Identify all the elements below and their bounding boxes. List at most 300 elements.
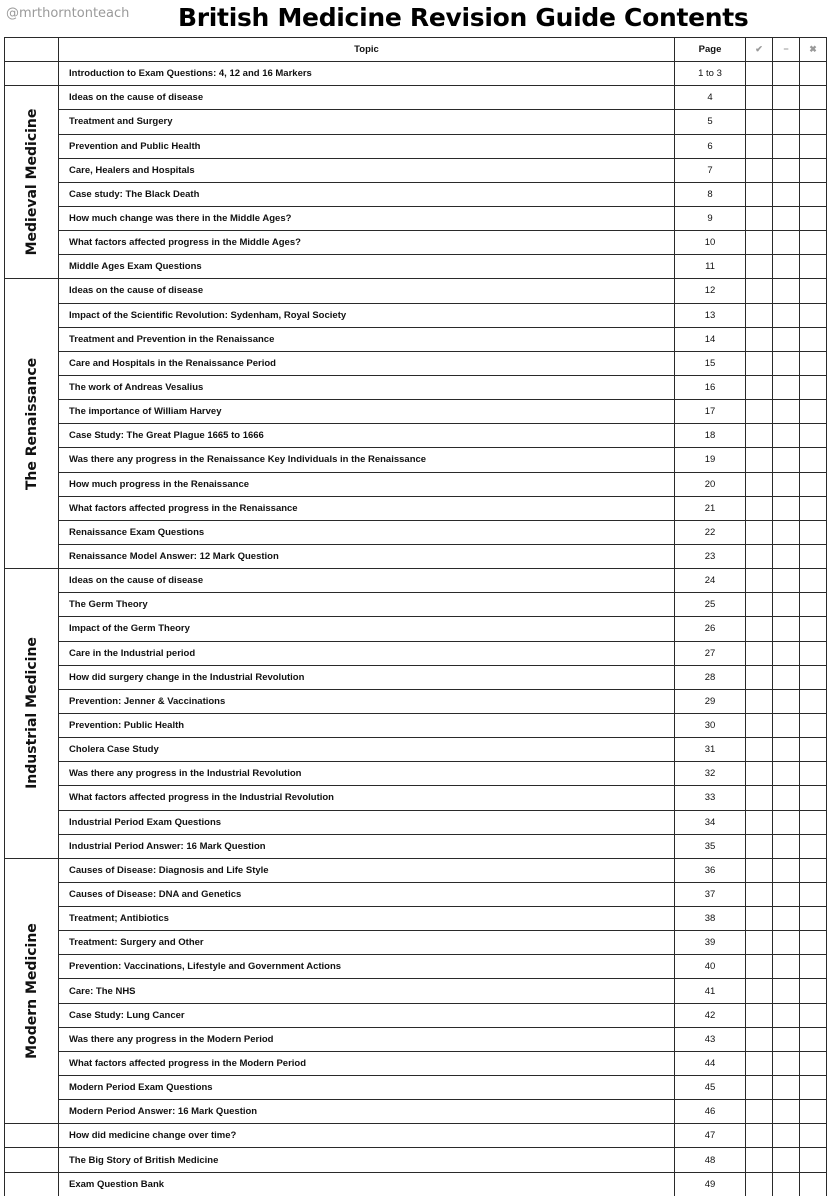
period-section-label-cell — [5, 86, 59, 279]
table-row — [5, 665, 827, 689]
table-row — [5, 1100, 827, 1124]
table-row — [5, 158, 827, 182]
topic-cell: How did surgery change in the Industrial Revolution — [59, 665, 675, 689]
dash-checkbox-cell[interactable] — [773, 424, 800, 448]
dash-checkbox-cell[interactable] — [773, 1172, 800, 1196]
tick-checkbox-cell[interactable] — [746, 351, 773, 375]
page-cell: 26 — [675, 617, 746, 641]
table-row — [5, 1051, 827, 1075]
cross-checkbox-cell[interactable] — [800, 1027, 827, 1051]
tick-checkbox-cell[interactable] — [746, 593, 773, 617]
page-cell: 36 — [675, 858, 746, 882]
dash-checkbox-cell[interactable] — [773, 955, 800, 979]
cross-checkbox-cell[interactable] — [800, 834, 827, 858]
table-row — [5, 110, 827, 134]
page-cell: 41 — [675, 979, 746, 1003]
table-row — [5, 496, 827, 520]
page-cell: 37 — [675, 882, 746, 906]
tick-checkbox-cell[interactable] — [746, 1051, 773, 1075]
topic-cell: The work of Andreas Vesalius — [59, 375, 675, 399]
tick-checkbox-cell[interactable] — [746, 134, 773, 158]
tick-checkbox-cell[interactable] — [746, 303, 773, 327]
table-row — [5, 134, 827, 158]
cross-checkbox-cell[interactable] — [800, 134, 827, 158]
cross-checkbox-cell[interactable] — [800, 907, 827, 931]
tick-checkbox-cell[interactable] — [746, 810, 773, 834]
tick-checkbox-cell[interactable] — [746, 375, 773, 399]
tick-checkbox-cell[interactable] — [746, 1100, 773, 1124]
tick-checkbox-cell[interactable] — [746, 400, 773, 424]
topic-cell: Ideas on the cause of disease — [59, 279, 675, 303]
topic-cell: Case Study: The Great Plague 1665 to 1666 — [59, 424, 675, 448]
dash-checkbox-cell[interactable] — [773, 231, 800, 255]
dash-checkbox-cell[interactable] — [773, 1124, 800, 1148]
cross-checkbox-cell[interactable] — [800, 1003, 827, 1027]
dash-checkbox-cell[interactable] — [773, 931, 800, 955]
dash-checkbox-cell[interactable] — [773, 496, 800, 520]
topic-cell: Prevention: Public Health — [59, 713, 675, 737]
page-cell: 12 — [675, 279, 746, 303]
topic-cell: Care and Hospitals in the Renaissance Period — [59, 351, 675, 375]
page-cell: 1 to 3 — [675, 62, 746, 86]
tick-checkbox-cell[interactable] — [746, 1076, 773, 1100]
dash-checkbox-cell[interactable] — [773, 1027, 800, 1051]
dash-checkbox-cell[interactable] — [773, 520, 800, 544]
cross-checkbox-cell[interactable] — [800, 979, 827, 1003]
page-cell: 30 — [675, 713, 746, 737]
dash-checkbox-cell[interactable] — [773, 979, 800, 1003]
period-section-label-cell — [5, 279, 59, 569]
topic-cell: Prevention: Vaccinations, Lifestyle and Government Actions — [59, 955, 675, 979]
cross-checkbox-cell[interactable] — [800, 762, 827, 786]
tick-checkbox-cell[interactable] — [746, 641, 773, 665]
dash-checkbox-cell[interactable] — [773, 834, 800, 858]
page-cell: 21 — [675, 496, 746, 520]
table-row — [5, 62, 827, 86]
page-cell: 27 — [675, 641, 746, 665]
table-row — [5, 279, 827, 303]
topic-cell: Care: The NHS — [59, 979, 675, 1003]
dash-checkbox-cell[interactable] — [773, 1003, 800, 1027]
dash-icon: − — [783, 44, 789, 55]
cross-checkbox-cell[interactable] — [800, 303, 827, 327]
topic-cell: The importance of William Harvey — [59, 400, 675, 424]
table-row — [5, 400, 827, 424]
topic-cell: Renaissance Exam Questions — [59, 520, 675, 544]
topic-cell: The Germ Theory — [59, 593, 675, 617]
dash-checkbox-cell[interactable] — [773, 544, 800, 568]
page-cell: 29 — [675, 689, 746, 713]
topic-cell: Prevention: Jenner & Vaccinations — [59, 689, 675, 713]
page-cell: 8 — [675, 182, 746, 206]
dash-checkbox-cell[interactable] — [773, 810, 800, 834]
topic-cell: Middle Ages Exam Questions — [59, 255, 675, 279]
period-cell — [5, 1148, 59, 1172]
page-cell: 9 — [675, 206, 746, 230]
tick-checkbox-cell[interactable] — [746, 569, 773, 593]
cross-checkbox-cell[interactable] — [800, 617, 827, 641]
cross-checkbox-cell[interactable] — [800, 1051, 827, 1075]
period-header — [5, 38, 59, 62]
cross-checkbox-cell[interactable] — [800, 62, 827, 86]
dash-checkbox-cell[interactable] — [773, 351, 800, 375]
page-cell: 35 — [675, 834, 746, 858]
period-label: The Renaissance — [23, 357, 40, 490]
cross-checkbox-cell[interactable] — [800, 1172, 827, 1196]
table-row — [5, 1027, 827, 1051]
cross-checkbox-cell[interactable] — [800, 1076, 827, 1100]
dash-checkbox-cell[interactable] — [773, 762, 800, 786]
table-row — [5, 641, 827, 665]
table-row — [5, 931, 827, 955]
page-cell: 25 — [675, 593, 746, 617]
cross-checkbox-cell[interactable] — [800, 1124, 827, 1148]
page-cell: 18 — [675, 424, 746, 448]
tick-checkbox-cell[interactable] — [746, 86, 773, 110]
topic-cell: Introduction to Exam Questions: 4, 12 and 16 Markers — [59, 62, 675, 86]
table-row — [5, 569, 827, 593]
dash-checkbox-cell[interactable] — [773, 786, 800, 810]
dash-checkbox-cell[interactable] — [773, 713, 800, 737]
page-cell: 6 — [675, 134, 746, 158]
tick-checkbox-cell[interactable] — [746, 713, 773, 737]
table-row — [5, 882, 827, 906]
topic-cell: Causes of Disease: DNA and Genetics — [59, 882, 675, 906]
cross-checkbox-cell[interactable] — [800, 231, 827, 255]
table-row — [5, 810, 827, 834]
table-row — [5, 520, 827, 544]
cross-checkbox-cell[interactable] — [800, 1148, 827, 1172]
table-row — [5, 979, 827, 1003]
cross-checkbox-cell[interactable] — [800, 448, 827, 472]
page-cell: 7 — [675, 158, 746, 182]
table-row — [5, 762, 827, 786]
cross-checkbox-cell[interactable] — [800, 689, 827, 713]
page-cell: 39 — [675, 931, 746, 955]
cross-checkbox-cell[interactable] — [800, 810, 827, 834]
cross-checkbox-cell[interactable] — [800, 593, 827, 617]
topic-cell: Care in the Industrial period — [59, 641, 675, 665]
page-header: Page — [675, 38, 746, 62]
dash-checkbox-cell[interactable] — [773, 617, 800, 641]
tick-checkbox-cell[interactable] — [746, 1124, 773, 1148]
period-label: Modern Medicine — [23, 923, 40, 1059]
dash-checkbox-cell[interactable] — [773, 279, 800, 303]
tick-checkbox-cell[interactable] — [746, 62, 773, 86]
dash-checkbox-cell[interactable] — [773, 569, 800, 593]
dash-checkbox-cell[interactable] — [773, 206, 800, 230]
page-cell: 46 — [675, 1100, 746, 1124]
page-cell: 49 — [675, 1172, 746, 1196]
page-cell: 24 — [675, 569, 746, 593]
cross-checkbox-cell[interactable] — [800, 882, 827, 906]
dash-checkbox-cell[interactable] — [773, 472, 800, 496]
cross-checkbox-cell[interactable] — [800, 955, 827, 979]
table-row — [5, 448, 827, 472]
table-row — [5, 303, 827, 327]
table-row — [5, 86, 827, 110]
period-label: Medieval Medicine — [23, 108, 40, 256]
topic-cell: Renaissance Model Answer: 12 Mark Question — [59, 544, 675, 568]
period-label: Industrial Medicine — [23, 637, 40, 790]
tick-checkbox-cell[interactable] — [746, 544, 773, 568]
table-row — [5, 617, 827, 641]
topic-cell: Was there any progress in the Renaissance Key Individuals in the Renaissance — [59, 448, 675, 472]
topic-cell: Modern Period Exam Questions — [59, 1076, 675, 1100]
page-cell: 11 — [675, 255, 746, 279]
page-cell: 47 — [675, 1124, 746, 1148]
cross-checkbox-cell[interactable] — [800, 206, 827, 230]
dash-checkbox-cell[interactable] — [773, 303, 800, 327]
tick-checkbox-cell[interactable] — [746, 762, 773, 786]
tick-checkbox-cell[interactable] — [746, 1003, 773, 1027]
tick-checkbox-cell[interactable] — [746, 907, 773, 931]
topic-cell: How much progress in the Renaissance — [59, 472, 675, 496]
topic-cell: What factors affected progress in the Middle Ages? — [59, 231, 675, 255]
table-row — [5, 738, 827, 762]
cross-checkbox-cell[interactable] — [800, 182, 827, 206]
tick-checkbox-cell[interactable] — [746, 1148, 773, 1172]
tick-checkbox-cell[interactable] — [746, 424, 773, 448]
tick-checkbox-cell[interactable] — [746, 786, 773, 810]
page-cell: 31 — [675, 738, 746, 762]
cross-checkbox-cell[interactable] — [800, 931, 827, 955]
table-row — [5, 231, 827, 255]
period-section-label-cell — [5, 569, 59, 859]
tick-checkbox-cell[interactable] — [746, 689, 773, 713]
page-cell: 34 — [675, 810, 746, 834]
table-row — [5, 327, 827, 351]
page-cell: 22 — [675, 520, 746, 544]
tick-checkbox-cell[interactable] — [746, 206, 773, 230]
cross-checkbox-cell[interactable] — [800, 1100, 827, 1124]
page-cell: 38 — [675, 907, 746, 931]
tick-checkbox-cell[interactable] — [746, 617, 773, 641]
page-cell: 42 — [675, 1003, 746, 1027]
dash-checkbox-cell[interactable] — [773, 62, 800, 86]
table-row — [5, 1172, 827, 1196]
tick-checkbox-cell[interactable] — [746, 231, 773, 255]
cross-checkbox-cell[interactable] — [800, 713, 827, 737]
period-section-label-cell — [5, 858, 59, 1124]
dash-checkbox-cell[interactable] — [773, 110, 800, 134]
dash-checkbox-cell[interactable] — [773, 375, 800, 399]
cross-checkbox-cell[interactable] — [800, 375, 827, 399]
tick-checkbox-cell[interactable] — [746, 110, 773, 134]
cross-checkbox-cell[interactable] — [800, 400, 827, 424]
dash-checkbox-cell[interactable] — [773, 327, 800, 351]
topic-cell: What factors affected progress in the Industrial Revolution — [59, 786, 675, 810]
tick-checkbox-cell[interactable] — [746, 979, 773, 1003]
topic-header: Topic — [59, 38, 675, 62]
tick-checkbox-cell[interactable] — [746, 158, 773, 182]
table-row — [5, 351, 827, 375]
table-row — [5, 472, 827, 496]
dash-checkbox-cell[interactable] — [773, 882, 800, 906]
page-title: British Medicine Revision Guide Contents — [178, 3, 749, 32]
table-row — [5, 1003, 827, 1027]
cross-checkbox-cell[interactable] — [800, 738, 827, 762]
dash-checkbox-cell[interactable] — [773, 1148, 800, 1172]
dash-checkbox-cell[interactable] — [773, 1051, 800, 1075]
page-cell: 16 — [675, 375, 746, 399]
dash-checkbox-cell[interactable] — [773, 182, 800, 206]
header-row — [5, 38, 827, 62]
page-cell: 45 — [675, 1076, 746, 1100]
dash-checkbox-cell[interactable] — [773, 134, 800, 158]
page-cell: 32 — [675, 762, 746, 786]
topic-cell: Impact of the Germ Theory — [59, 617, 675, 641]
dash-checkbox-cell[interactable] — [773, 1100, 800, 1124]
topic-cell: Impact of the Scientific Revolution: Sydenham, Royal Society — [59, 303, 675, 327]
dash-checkbox-cell[interactable] — [773, 86, 800, 110]
cross-icon: ✖ — [809, 44, 817, 55]
tick-checkbox-cell[interactable] — [746, 327, 773, 351]
tick-checkbox-cell[interactable] — [746, 496, 773, 520]
cross-checkbox-cell[interactable] — [800, 496, 827, 520]
dash-checkbox-cell[interactable] — [773, 689, 800, 713]
cross-checkbox-cell[interactable] — [800, 158, 827, 182]
tick-checkbox-cell[interactable] — [746, 520, 773, 544]
page-cell: 14 — [675, 327, 746, 351]
table-row — [5, 544, 827, 568]
tick-checkbox-cell[interactable] — [746, 1172, 773, 1196]
page-cell: 23 — [675, 544, 746, 568]
topic-cell: How much change was there in the Middle Ages? — [59, 206, 675, 230]
tick-checkbox-cell[interactable] — [746, 858, 773, 882]
topic-cell: Was there any progress in the Industrial Revolution — [59, 762, 675, 786]
tick-checkbox-cell[interactable] — [746, 834, 773, 858]
topic-cell: Treatment; Antibiotics — [59, 907, 675, 931]
period-cell — [5, 1124, 59, 1148]
cross-header — [800, 38, 827, 62]
topic-cell: Ideas on the cause of disease — [59, 86, 675, 110]
cross-checkbox-cell[interactable] — [800, 327, 827, 351]
cross-checkbox-cell[interactable] — [800, 786, 827, 810]
topic-cell: How did medicine change over time? — [59, 1124, 675, 1148]
cross-checkbox-cell[interactable] — [800, 520, 827, 544]
topic-cell: The Big Story of British Medicine — [59, 1148, 675, 1172]
page-cell: 17 — [675, 400, 746, 424]
table-row — [5, 955, 827, 979]
dash-checkbox-cell[interactable] — [773, 593, 800, 617]
dash-checkbox-cell[interactable] — [773, 641, 800, 665]
cross-checkbox-cell[interactable] — [800, 86, 827, 110]
cross-checkbox-cell[interactable] — [800, 279, 827, 303]
dash-checkbox-cell[interactable] — [773, 665, 800, 689]
dash-checkbox-cell[interactable] — [773, 448, 800, 472]
page-cell: 15 — [675, 351, 746, 375]
contents-table — [4, 37, 827, 1196]
page-cell: 13 — [675, 303, 746, 327]
table-row — [5, 858, 827, 882]
page-cell: 20 — [675, 472, 746, 496]
topic-cell: Care, Healers and Hospitals — [59, 158, 675, 182]
dash-checkbox-cell[interactable] — [773, 255, 800, 279]
table-row — [5, 182, 827, 206]
dash-checkbox-cell[interactable] — [773, 400, 800, 424]
tick-checkbox-cell[interactable] — [746, 279, 773, 303]
tick-checkbox-cell[interactable] — [746, 182, 773, 206]
cross-checkbox-cell[interactable] — [800, 641, 827, 665]
tick-icon: ✔ — [755, 44, 763, 55]
topic-cell: Was there any progress in the Modern Period — [59, 1027, 675, 1051]
page-cell: 28 — [675, 665, 746, 689]
topic-cell: Industrial Period Answer: 16 Mark Question — [59, 834, 675, 858]
topic-cell: Prevention and Public Health — [59, 134, 675, 158]
topic-cell: What factors affected progress in the Renaissance — [59, 496, 675, 520]
table-row — [5, 1076, 827, 1100]
dash-checkbox-cell[interactable] — [773, 738, 800, 762]
tick-checkbox-cell[interactable] — [746, 882, 773, 906]
cross-checkbox-cell[interactable] — [800, 472, 827, 496]
dash-checkbox-cell[interactable] — [773, 1076, 800, 1100]
table-row — [5, 206, 827, 230]
dash-checkbox-cell[interactable] — [773, 907, 800, 931]
page-cell: 44 — [675, 1051, 746, 1075]
topic-cell: Cholera Case Study — [59, 738, 675, 762]
page-cell: 19 — [675, 448, 746, 472]
topic-cell: What factors affected progress in the Modern Period — [59, 1051, 675, 1075]
topic-cell: Treatment and Surgery — [59, 110, 675, 134]
topic-cell: Treatment and Prevention in the Renaissance — [59, 327, 675, 351]
watermark: @mrthorntonteach — [6, 6, 130, 21]
cross-checkbox-cell[interactable] — [800, 424, 827, 448]
page-cell: 33 — [675, 786, 746, 810]
tick-checkbox-cell[interactable] — [746, 738, 773, 762]
dash-checkbox-cell[interactable] — [773, 858, 800, 882]
topic-cell: Ideas on the cause of disease — [59, 569, 675, 593]
table-row — [5, 786, 827, 810]
cross-checkbox-cell[interactable] — [800, 665, 827, 689]
period-cell — [5, 62, 59, 86]
cross-checkbox-cell[interactable] — [800, 858, 827, 882]
page-cell: 48 — [675, 1148, 746, 1172]
table-row — [5, 593, 827, 617]
tick-checkbox-cell[interactable] — [746, 1027, 773, 1051]
cross-checkbox-cell[interactable] — [800, 544, 827, 568]
table-row — [5, 689, 827, 713]
table-row — [5, 375, 827, 399]
tick-checkbox-cell[interactable] — [746, 955, 773, 979]
tick-checkbox-cell[interactable] — [746, 472, 773, 496]
cross-checkbox-cell[interactable] — [800, 110, 827, 134]
dash-checkbox-cell[interactable] — [773, 158, 800, 182]
topic-cell: Industrial Period Exam Questions — [59, 810, 675, 834]
topic-cell: Treatment: Surgery and Other — [59, 931, 675, 955]
table-row — [5, 834, 827, 858]
tick-checkbox-cell[interactable] — [746, 665, 773, 689]
tick-header — [746, 38, 773, 62]
cross-checkbox-cell[interactable] — [800, 351, 827, 375]
table-row — [5, 255, 827, 279]
page-cell: 4 — [675, 86, 746, 110]
cross-checkbox-cell[interactable] — [800, 569, 827, 593]
table-row — [5, 907, 827, 931]
table-row — [5, 713, 827, 737]
tick-checkbox-cell[interactable] — [746, 448, 773, 472]
topic-cell: Case study: The Black Death — [59, 182, 675, 206]
dash-header — [773, 38, 800, 62]
page-cell: 40 — [675, 955, 746, 979]
tick-checkbox-cell[interactable] — [746, 255, 773, 279]
table-row — [5, 424, 827, 448]
page-cell: 5 — [675, 110, 746, 134]
page-cell: 43 — [675, 1027, 746, 1051]
tick-checkbox-cell[interactable] — [746, 931, 773, 955]
cross-checkbox-cell[interactable] — [800, 255, 827, 279]
topic-cell: Exam Question Bank — [59, 1172, 675, 1196]
